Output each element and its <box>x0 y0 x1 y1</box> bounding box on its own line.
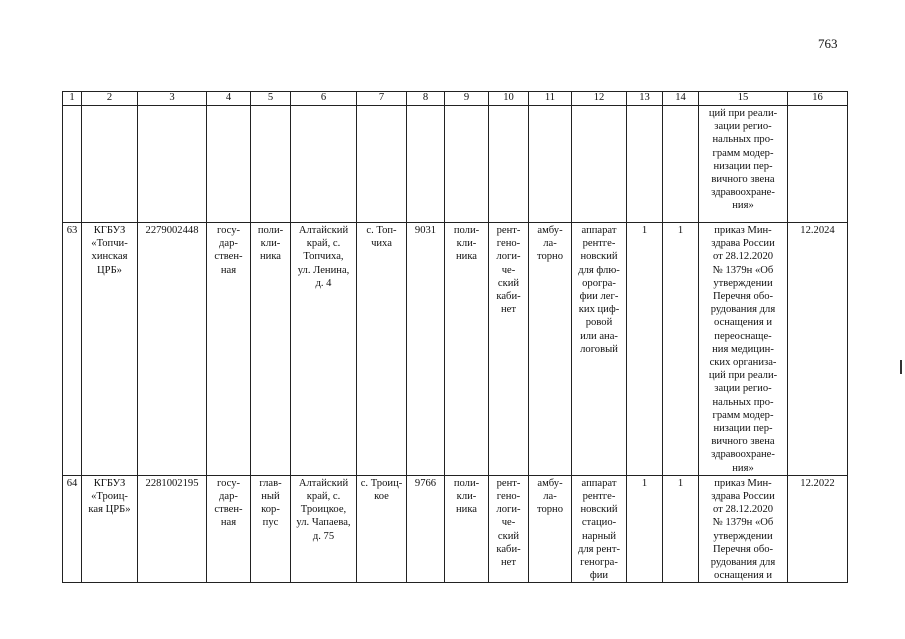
column-header: 14 <box>663 92 699 106</box>
cell-unit: поли- кли- ника <box>251 223 291 476</box>
column-header: 2 <box>82 92 138 106</box>
column-header: 9 <box>445 92 489 106</box>
cell-ownership <box>207 106 251 223</box>
column-header: 1 <box>63 92 82 106</box>
cell-address: Алтайский край, с. Троицкое, ул. Чапаева, д. 75 <box>291 475 357 583</box>
cell-ownership: госу- дар- ствен- ная <box>207 223 251 476</box>
cell-equipment <box>572 106 627 223</box>
cell-unit: глав- ный кор- пус <box>251 475 291 583</box>
cell-date: 12.2024 <box>788 223 848 476</box>
column-header: 12 <box>572 92 627 106</box>
table-row <box>63 223 848 476</box>
cell-settlement: с. Троиц- кое <box>357 475 407 583</box>
column-header: 7 <box>357 92 407 106</box>
cell-organization <box>82 106 138 223</box>
column-header: 11 <box>529 92 572 106</box>
cell-department <box>445 106 489 223</box>
cell-quantity-planned: 1 <box>663 223 699 476</box>
cell-quantity-planned: 1 <box>663 475 699 583</box>
cell-date: 12.2022 <box>788 475 848 583</box>
column-number-row <box>63 92 848 106</box>
page-number: 763 <box>818 36 838 51</box>
cell-quantity-planned <box>663 106 699 223</box>
column-header: 6 <box>291 92 357 106</box>
cell-inn: 2279002448 <box>138 223 207 476</box>
column-header: 15 <box>699 92 788 106</box>
cell-index <box>63 106 82 223</box>
equipment-registry-table <box>62 91 848 583</box>
cell-code <box>407 106 445 223</box>
cell-date <box>788 106 848 223</box>
cell-care-mode: амбу- ла- торно <box>529 475 572 583</box>
cell-care-mode: амбу- ла- торно <box>529 223 572 476</box>
cell-equipment: аппарат рентге- новский для флю- орогра- фии лег- ких циф- ровой или ана- логовый <box>572 223 627 476</box>
column-header: 8 <box>407 92 445 106</box>
cell-index: 64 <box>63 475 82 583</box>
cell-department: поли- кли- ника <box>445 223 489 476</box>
column-header: 4 <box>207 92 251 106</box>
column-header: 5 <box>251 92 291 106</box>
margin-mark <box>900 360 902 374</box>
cell-equipment: аппарат рентге- новский стацио- нарный для рент- геногра- фии <box>572 475 627 583</box>
cell-inn <box>138 106 207 223</box>
cell-department: поли- кли- ника <box>445 475 489 583</box>
cell-room: рент- гено- логи- че- ский каби- нет <box>489 223 529 476</box>
cell-quantity <box>627 106 663 223</box>
table-row <box>63 475 848 583</box>
column-header: 16 <box>788 92 848 106</box>
cell-room: рент- гено- логи- че- ский каби- нет <box>489 475 529 583</box>
cell-address <box>291 106 357 223</box>
cell-code: 9031 <box>407 223 445 476</box>
cell-address: Алтайский край, с. Топчиха, ул. Ленина, д. 4 <box>291 223 357 476</box>
cell-care-mode <box>529 106 572 223</box>
column-header: 10 <box>489 92 529 106</box>
cell-settlement <box>357 106 407 223</box>
cell-quantity: 1 <box>627 475 663 583</box>
cell-settlement: с. Топ- чиха <box>357 223 407 476</box>
cell-legal-basis: приказ Мин- здрава России от 28.12.2020 № 1379н «Об утверждении Перечня обо- рудования для оснащения и переоснаще- ния медицин- ских организа- ций при реали- зации регио- нальных про- грамм модер- низации пер- вичного звена здравоохране- ния» <box>699 223 788 476</box>
cell-quantity: 1 <box>627 223 663 476</box>
cell-organization: КГБУЗ «Топчи- хинская ЦРБ» <box>82 223 138 476</box>
column-header: 13 <box>627 92 663 106</box>
cell-code: 9766 <box>407 475 445 583</box>
cell-legal-basis: приказ Мин- здрава России от 28.12.2020 № 1379н «Об утверждении Перечня обо- рудования для оснащения и <box>699 475 788 583</box>
cell-ownership: госу- дар- ствен- ная <box>207 475 251 583</box>
cell-inn: 2281002195 <box>138 475 207 583</box>
cell-unit <box>251 106 291 223</box>
cell-room <box>489 106 529 223</box>
cell-legal-basis: ций при реали- зации регио- нальных про- грамм модер- низации пер- вичного звена здравоохране- ния» <box>699 106 788 223</box>
cell-organization: КГБУЗ «Троиц- кая ЦРБ» <box>82 475 138 583</box>
cell-index: 63 <box>63 223 82 476</box>
column-header: 3 <box>138 92 207 106</box>
table-row-continuation <box>63 106 848 223</box>
